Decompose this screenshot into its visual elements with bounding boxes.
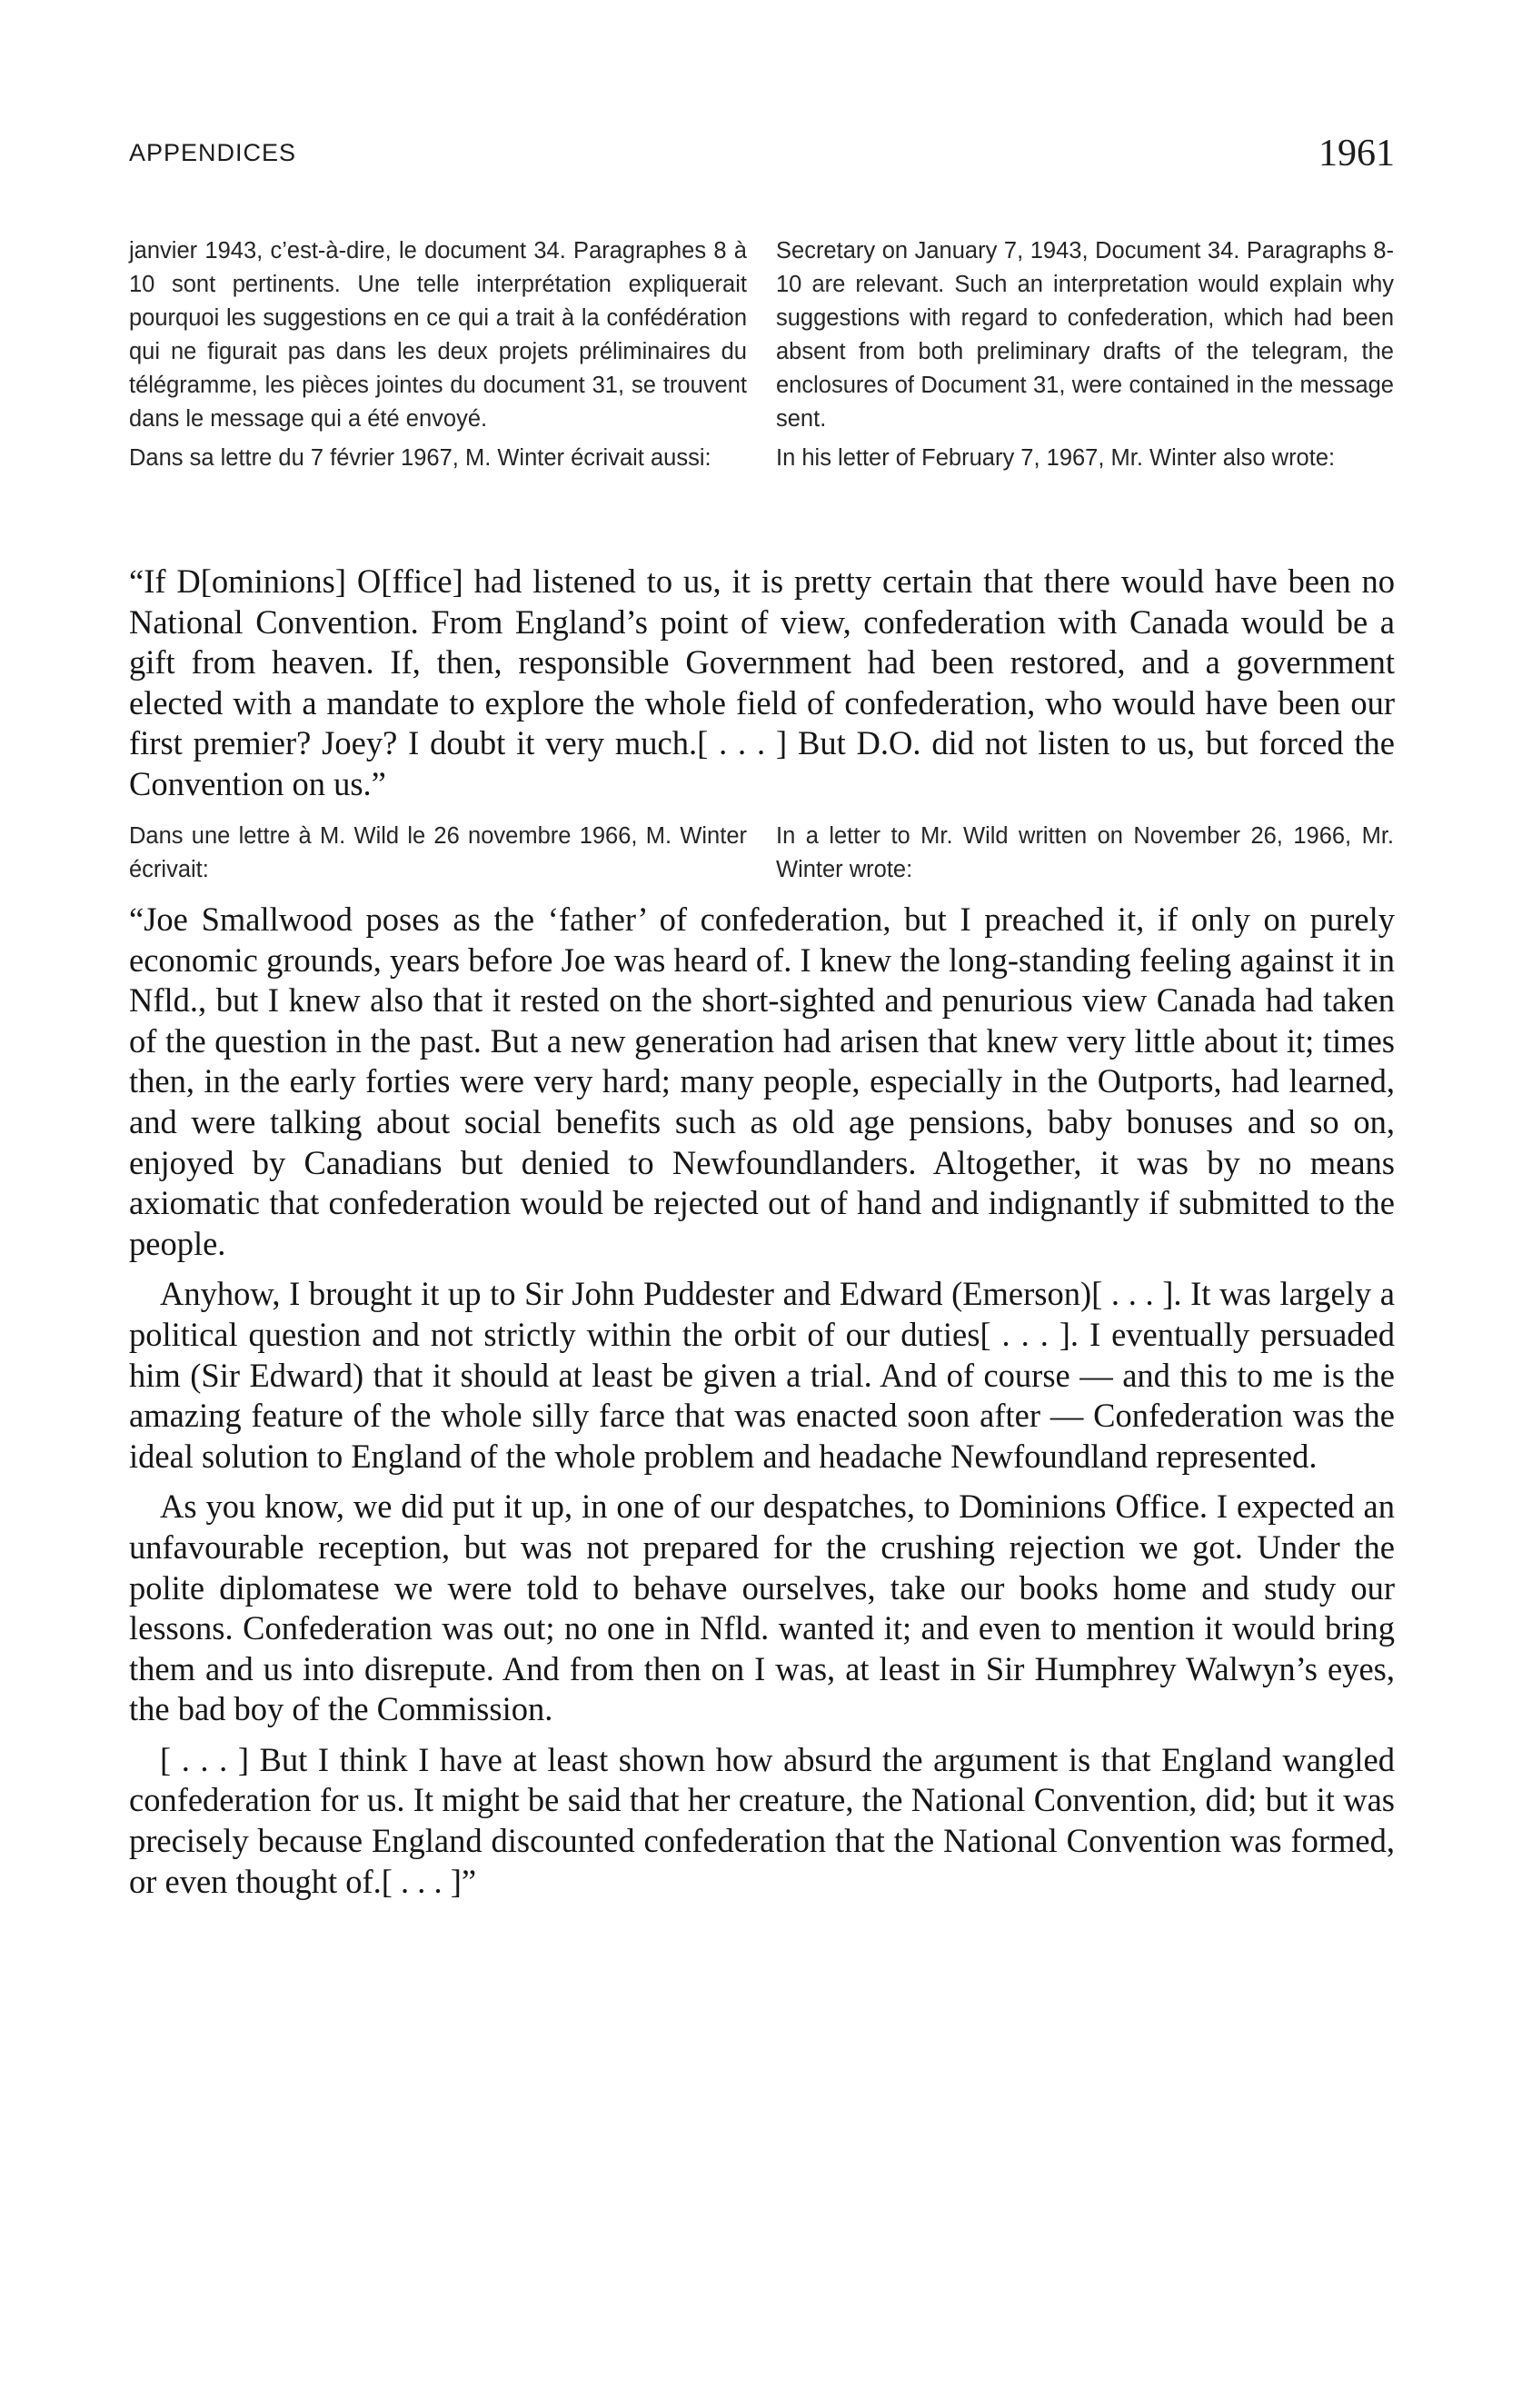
bilingual-intro [129,234,1395,552]
quotation-block [129,900,1395,1902]
english-paragraph: Secretary on January 7, 1943, Document 34. Paragraphs 8-10 are relevant. Such an interpretation would explain why suggestions with regard to confederation, which had been absent from both preliminary drafts of the telegram, the enclosures of Document 31, were contained in the message sent. [776,238,1394,432]
english-paragraph: In his letter of February 7, 1967, Mr. Winter also wrote: [776,445,1336,471]
english-column [776,234,1394,475]
french-column [129,820,747,887]
running-head: APPENDICES [129,139,297,166]
english-column [776,820,1394,887]
page-number: 1961 [1318,133,1395,174]
quote-paragraph: “Joe Smallwood poses as the ‘father’ of confederation, but I preached it, if only on purely economic grounds, years before Joe was heard of. I knew the long-standing feeling against it in Nfld., but I knew also that it rested on the short-sighted and penurious view Canada had taken of the question in the past. But a new generation had arisen that knew very little about it; times then, in the early forties were very hard; many people, especially in the Outports, had learned, and were talking about social benefits such as old age pensions, baby bonuses and so on, enjoyed by Canadians but denied to Newfoundlanders. Altogether, it was by no means axiomatic that confederation would be rejected out of hand and indignantly if submitted to the people. [129,901,1395,1262]
french-paragraph: janvier 1943, c’est-à-dire, le document 34. Paragraphes 8 à 10 sont pertinents. Une telle interprétation expliquerait pourquoi les suggestions en ce qui a trait à la confédération qui ne figurait pas dans les deux projets préliminaires du télégramme, les pièces jointes du document 31, se trouvent dans le message qui a été envoyé. [129,238,747,432]
quote-paragraph: “If D[ominions] O[ffice] had listened to us, it is pretty certain that there would have been no National Convention. From England’s point of view, confederation with Canada would be a gift from heaven. If, then, responsible Government had been restored, and a government elected with a mandate to explore the whole field of confederation, who would have been our first premier? Joey? I doubt it very much.[ . . . ] But D.O. did not listen to us, but forced the Convention on us.” [129,562,1395,802]
quote-paragraph: [ . . . ] But I think I have at least shown how absurd the argument is that England wangled confederation for us. It might be said that her creature, the National Convention, did; but it was precisely because England discounted confederation that the National Convention was formed, or even thought of.[ . . . ]” [129,1740,1395,1900]
quotation-block [129,562,1395,805]
french-paragraph: Dans une lettre à M. Wild le 26 novembre 1966, M. Winter écrivait: [129,823,747,882]
bilingual-transition [129,820,1395,892]
french-paragraph: Dans sa lettre du 7 février 1967, M. Winter écrivait aussi: [129,445,711,471]
page-header [129,132,1395,186]
quote-paragraph: Anyhow, I brought it up to Sir John Puddester and Edward (Emerson)[ . . . ]. It was largely a political question and not strictly within the orbit of our duties[ . . . ]. I eventually persuaded him (Sir Edward) that it should at least be given a trial. And of course — and this to me is the amazing feature of the whole silly farce that was enacted soon after — Confederation was the ideal solution to England of the whole problem and headache Newfoundland represented. [129,1275,1395,1475]
french-column [129,234,747,475]
english-paragraph: In a letter to Mr. Wild written on November 26, 1966, Mr. Winter wrote: [776,823,1394,882]
quote-paragraph: As you know, we did put it up, in one of our despatches, to Dominions Office. I expected an unfavourable reception, but was not prepared for the crushing rejection we got. Under the polite diplomatese we were told to behave ourselves, take our books home and study our lessons. Confederation was out; no one in Nfld. wanted it; and even to mention it would bring them and us into disrepute. And from then on I was, at least in Sir Humphrey Walwyn’s eyes, the bad boy of the Commission. [129,1488,1395,1728]
